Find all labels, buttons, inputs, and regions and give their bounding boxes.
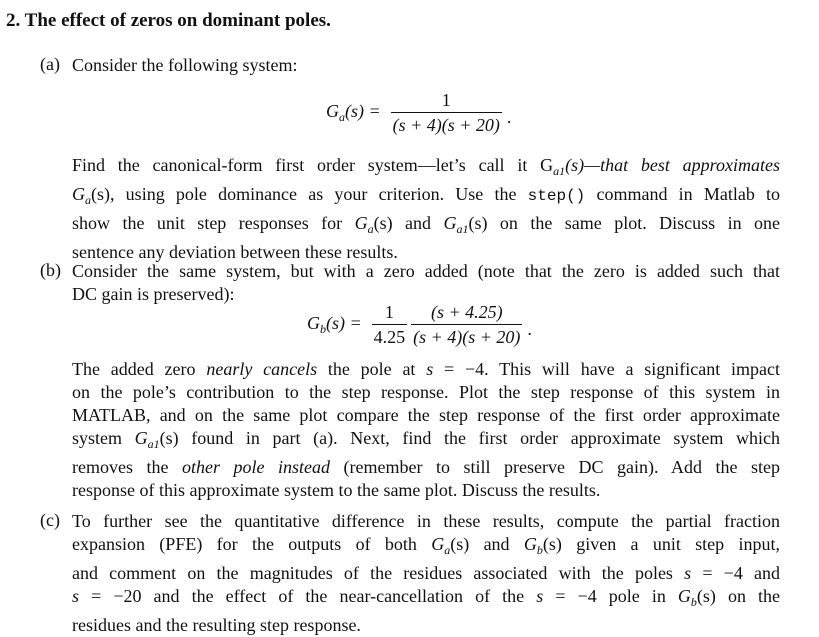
part-c-line-1: To further see the quantitative difference in these results, compute the partial fraction [72, 511, 780, 531]
equation-ga-denominator: (s + 4)(s + 20) [391, 112, 502, 135]
part-c-line-3: and comment on the magnitudes of the residues associated with the poles s = −4 and [72, 563, 780, 583]
equation-gb-fraction-2 [411, 302, 522, 347]
equation-ga-lhs: $G_a(s)$ = [326, 100, 381, 124]
part-a-line-4: sentence any deviation between these results. [72, 242, 398, 262]
equation-gb-frac2-denominator: (s + 4)(s + 20) [411, 324, 522, 347]
part-a-line-1: Find the canonical-form first order system—let’s call it $G_{a1}(s)—that$ best approximates [72, 155, 780, 178]
part-b-line-4: system $G_{a1}(s)$ found in part (a). Next, find the first order approximate system which [72, 428, 780, 451]
part-b-line-1: The added zero nearly cancels the pole at s = −4. This will have a significant impact [72, 359, 781, 379]
part-b-intro-line-2: DC gain is preserved): [72, 284, 235, 304]
part-c-label: (c) [40, 510, 60, 530]
part-a-intro-text: Consider the following system: [72, 55, 298, 75]
part-a-label: (a) [40, 54, 60, 74]
part-c-line-4: s = −20 and the effect of the near-cancellation of the s = −4 pole in $G_b(s)$ on the [72, 586, 781, 609]
part-a-intro [72, 54, 780, 77]
part-c-line-5: residues and the resulting step response. [72, 615, 361, 635]
part-a-line-2: $G_a(s)$, using pole dominance as your criterion. Use the step() command in Matlab to [72, 184, 781, 207]
equation-ga-fraction [391, 90, 502, 135]
part-a-line-3: show the unit step responses for $G_a(s)$ and $G_{a1}(s)$ on the same plot. Discuss in one [72, 213, 781, 236]
part-b-line-3: MATLAB, and on the same plot compare the step response of the first order approximate [72, 405, 780, 425]
equation-gb-lhs: $G_b(s)$ = [307, 312, 362, 336]
part-b-intro [72, 260, 780, 306]
equation-gb-frac2-numerator: (s + 4.25) [430, 302, 503, 322]
part-b-label: (b) [40, 260, 61, 280]
part-a-body [72, 154, 780, 264]
section-heading: 2. The effect of zeros on dominant poles. [6, 10, 331, 31]
equation-ga-numerator: 1 [441, 90, 451, 110]
part-b-line-2: on the pole’s contribution to the step response. Plot the step response of this system in [72, 382, 780, 402]
part-b-line-5: removes the other pole instead (remember to still preserve DC gain). Add the step [72, 457, 781, 477]
part-c-body [72, 510, 780, 637]
part-b-body [72, 358, 780, 502]
equation-gb-fraction-1 [372, 302, 408, 347]
equation-gb [307, 302, 532, 347]
equation-ga-period: . [506, 107, 512, 127]
equation-ga [326, 90, 511, 135]
part-b-intro-line-1: Consider the same system, but with a zero added (note that the zero is added such that [72, 261, 780, 281]
equation-gb-frac1-numerator: 1 [384, 302, 394, 322]
part-b-line-6: response of this approximate system to the same plot. Discuss the results. [72, 480, 601, 500]
part-c-line-2: expansion (PFE) for the outputs of both $G_a(s)$ and $G_b(s)$ given a unit step input, [72, 534, 780, 557]
equation-gb-period: . [527, 319, 532, 339]
equation-gb-frac1-denominator: 4.25 [372, 324, 408, 347]
